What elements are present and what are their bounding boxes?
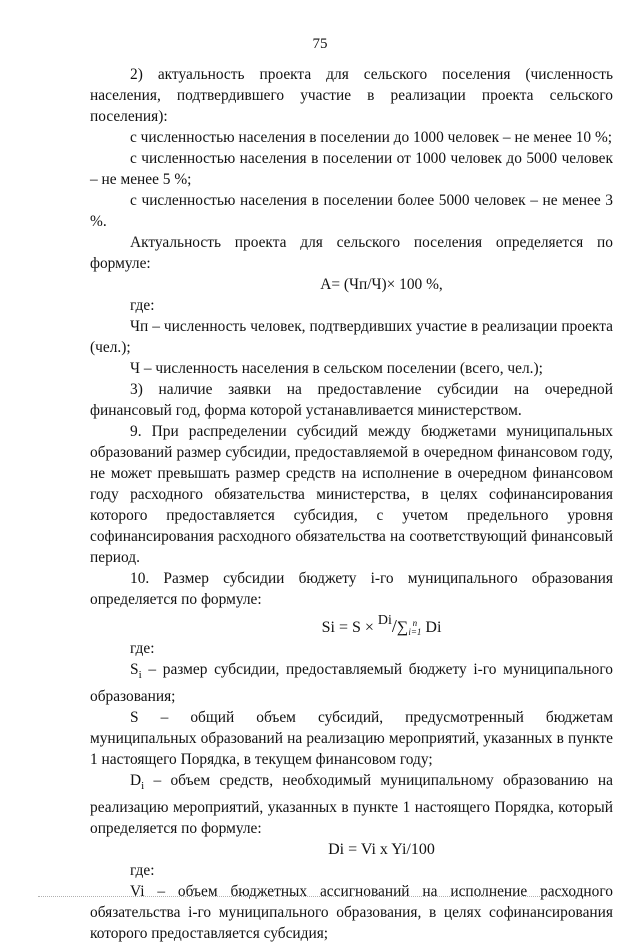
where-label-3: где: <box>130 862 155 879</box>
paragraph-relevance: 2) актуальность проекта для сельского поселения (численность населения, подтвердившего участие в реализации проекта сельского поселения): <box>90 66 613 125</box>
formula-subsidy-lhs: Si = S × <box>321 619 374 636</box>
definition-ch: Ч – численность населения в сельском поселении (всего, чел.); <box>130 360 543 377</box>
definition-si-symbol: S <box>130 661 139 678</box>
definition-di-subscript: i <box>141 780 145 792</box>
formula-di: Di = Vi x Yi/100 <box>328 841 435 858</box>
formula-subsidy-sum-top: n <box>412 618 418 629</box>
formula-relevance: А= (Чп/Ч)× 100 %, <box>320 276 443 293</box>
where-label-2: где: <box>130 640 155 657</box>
formula-subsidy-fraction <box>378 610 442 638</box>
scan-edge-line <box>38 896 598 898</box>
definition-di-text: – объем средств, необходимый муниципальному образованию на реализацию мероприятий, указанных в пункте 1 настоящего Порядка, который определяется по формуле: <box>90 772 613 837</box>
definition-chp: Чп – численность человек, подтвердивших участие в реализации проекта (чел.); <box>90 318 613 356</box>
formula-subsidy <box>90 610 613 638</box>
formula-subsidy-numerator: Di <box>377 613 392 628</box>
paragraph-population-1000: с численностью населения в поселении до 1000 человек – не менее 10 %; <box>130 129 613 146</box>
definition-di-symbol: D <box>130 772 142 789</box>
document-body <box>90 64 613 944</box>
definition-di <box>90 770 613 839</box>
definition-si-subscript: i <box>138 669 142 681</box>
paragraph-10: 10. Размер субсидии бюджету i-го муниципального образования определяется по формуле: <box>90 570 613 608</box>
paragraph-relevance-formula-intro: Актуальность проекта для сельского поселения определяется по формуле: <box>90 234 613 272</box>
definition-s: S – общий объем субсидий, предусмотренный бюджетам муниципальных образований на реализацию мероприятий, указанных в пункте 1 настоящего Порядка, в текущем финансовом году; <box>90 709 613 768</box>
formula-subsidy-sum: ∑ <box>396 619 409 636</box>
paragraph-9: 9. При распределении субсидий между бюджетами муниципальных образований размер субсидии, предоставляемой в очередном финансовом году, не может превышать размер средств на исполнение в очередном финансовом году расходного обязательства министерства, в целях софинансирования которого предоставляется субсидия, с учетом предельного уровня софинансирования расходного обязательства на соответствующий финансовый период. <box>90 423 613 566</box>
page-number: 75 <box>312 36 328 52</box>
paragraph-population-5000: с численностью населения в поселении от 1000 человек до 5000 человек – не менее 5 %; <box>90 150 613 188</box>
paragraph-population-over-5000: с численностью населения в поселении более 5000 человек – не менее 3 %. <box>90 192 613 230</box>
paragraph-application: 3) наличие заявки на предоставление субсидии на очередной финансовый год, форма которой устанавливается министерством. <box>90 381 613 419</box>
where-label-1: где: <box>130 297 155 314</box>
formula-subsidy-slash: / <box>391 616 397 636</box>
formula-subsidy-sum-bottom: i=1 <box>408 627 422 638</box>
definition-si-text: – размер субсидии, предоставляемый бюджету i-го муниципального образования; <box>90 661 613 705</box>
definition-si <box>90 659 613 707</box>
formula-subsidy-denominator: Di <box>425 619 442 636</box>
definition-vi: Vi – объем бюджетных ассигнований на исполнение расходного обязательства i-го муниципального образования, в целях софинансирования которого предоставляется субсидия; <box>90 883 613 942</box>
